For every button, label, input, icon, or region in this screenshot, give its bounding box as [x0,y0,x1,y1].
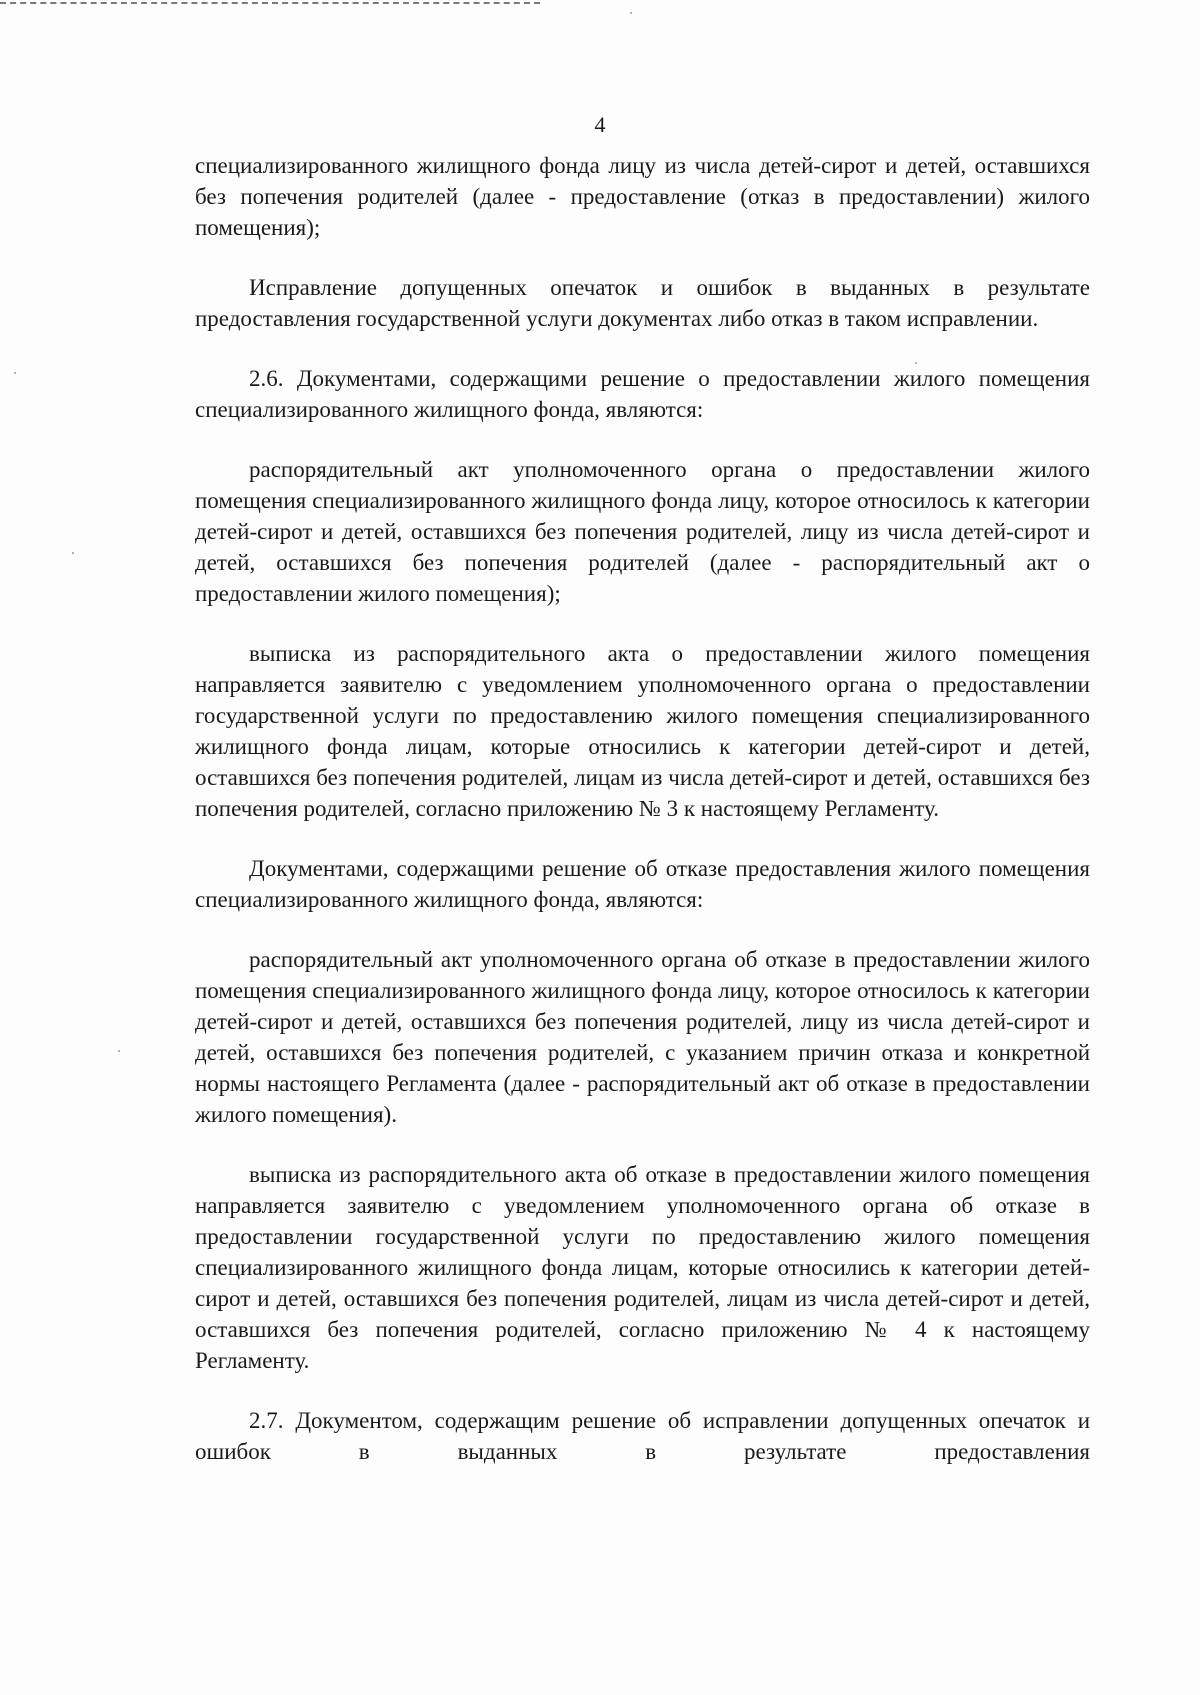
paragraph-grant-extract: выписка из распорядительного акта о предоставлении жилого помещения направляется заявителю с уведомлением уполномоченного органа о предоставлении государственной услуги по предоставлению жилого помещения специализированного жилищного фонда лицам, которые относились к категории детей-сирот и детей, оставшихся без попечения родителей, лицам из числа детей-сирот и детей, оставшихся без попечения родителей, согласно приложению № 3 к настоящему Регламенту. [195,641,1090,821]
paragraph-refusal-documents: Документами, содержащими решение об отказе предоставления жилого помещения специализированного жилищного фонда, являются: [195,856,1090,912]
scan-speck [118,1050,120,1052]
page-number: 4 [594,112,606,137]
paragraph-refusal-extract: выписка из распорядительного акта об отказе в предоставлении жилого помещения направляется заявителю с уведомлением уполномоченного органа об отказе в предоставлении государственной услуги по предоставлению жилого помещения специализированного жилищного фонда лицам, которые относились к категории детей-сирот и детей, оставшихся без попечения родителей, лицам из числа детей-сирот и детей, оставшихся без попечения родителей, согласно приложению № 4 к настоящему Регламенту. [195,1162,1090,1373]
paragraph-continuation: специализированного жилищного фонда лицу из числа детей-сирот и детей, оставшихся без попечения родителей (далее - предоставление (отказ в предоставлении) жилого помещения); [195,153,1090,240]
paragraph-correction-result: Исправление допущенных опечаток и ошибок в выданных в результате предоставления государственной услуги документах либо отказ в таком исправлении. [195,275,1090,331]
scan-edge-mark [0,2,540,4]
scan-speck [14,372,16,374]
scan-speck [630,12,632,14]
document-body [195,150,1090,1467]
scan-speck [72,552,74,554]
paragraph-section-2-7: 2.7. Документом, содержащим решение об исправлении допущенных опечаток и ошибок в выданных в результате предоставления [195,1408,1090,1464]
scan-speck [915,362,917,364]
paragraph-section-2-6: 2.6. Документами, содержащими решение о предоставлении жилого помещения специализированного жилищного фонда, являются: [195,366,1090,422]
paragraph-refusal-act: распорядительный акт уполномоченного органа об отказе в предоставлении жилого помещения специализированного жилищного фонда лицу, которое относилось к категории детей-сирот и детей, оставшихся без попечения родителей, лицу из числа детей-сирот и детей, оставшихся без попечения родителей, с указанием причин отказа и конкретной нормы настоящего Регламента (далее - распорядительный акт об отказе в предоставлении жилого помещения). [195,947,1090,1127]
paragraph-grant-act: распорядительный акт уполномоченного органа о предоставлении жилого помещения специализированного жилищного фонда лицу, которое относилось к категории детей-сирот и детей, оставшихся без попечения родителей, лицу из числа детей-сирот и детей, оставшихся без попечения родителей (далее - распорядительный акт о предоставлении жилого помещения); [195,457,1090,606]
